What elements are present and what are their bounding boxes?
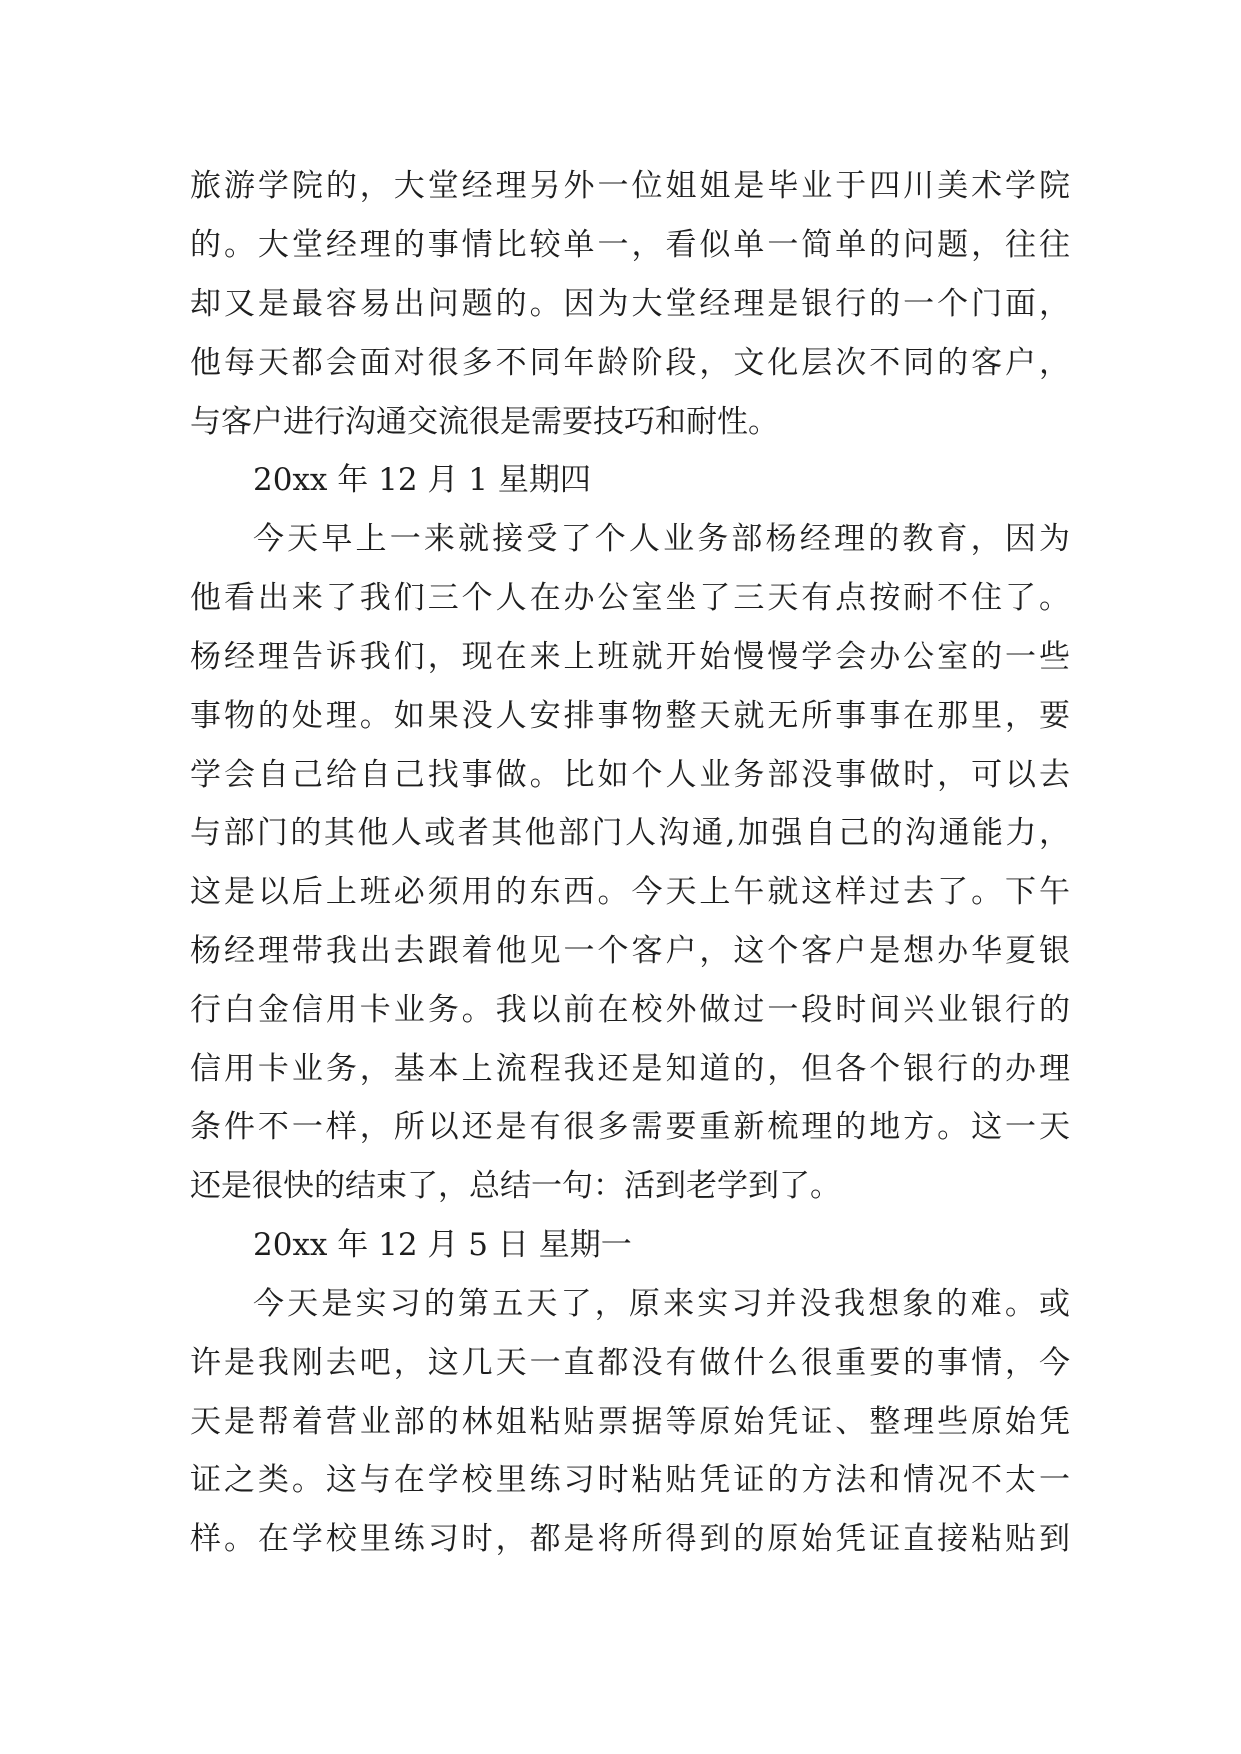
paragraph-3-line-2: 许是我刚去吧，这几天一直都没有做什么很重要的事情，今 — [190, 1345, 1070, 1381]
paragraph-2-line-9: 行白金信用卡业务。我以前在校外做过一段时间兴业银行的 — [190, 992, 1070, 1028]
paragraph-3-line-4: 证之类。这与在学校里练习时粘贴凭证的方法和情况不太一 — [190, 1462, 1070, 1498]
paragraph-2-line-8: 杨经理带我出去跟着他见一个客户，这个客户是想办华夏银 — [190, 933, 1070, 969]
paragraph-1-line-2: 的。大堂经理的事情比较单一，看似单一简单的问题，往往 — [190, 227, 1070, 263]
paragraph-1-line-1: 旅游学院的，大堂经理另外一位姐姐是毕业于四川美术学院 — [190, 168, 1070, 204]
paragraph-2-line-10: 信用卡业务，基本上流程我还是知道的，但各个银行的办理 — [190, 1051, 1070, 1087]
paragraph-2-line-2: 他看出来了我们三个人在办公室坐了三天有点按耐不住了。 — [190, 580, 1070, 616]
paragraph-1-line-5: 与客户进行沟通交流很是需要技巧和耐性。 — [190, 404, 779, 440]
entry-date-2: 20xx 年 12 月 5 日 星期一 — [253, 1227, 632, 1263]
paragraph-3-line-1: 今天是实习的第五天了，原来实习并没我想象的难。或 — [253, 1286, 1070, 1322]
paragraph-3-line-5: 样。在学校里练习时，都是将所得到的原始凭证直接粘贴到 — [190, 1521, 1070, 1557]
paragraph-2-line-4: 事物的处理。如果没人安排事物整天就无所事事在那里，要 — [190, 698, 1070, 734]
paragraph-1-line-4: 他每天都会面对很多不同年龄阶段，文化层次不同的客户， — [190, 345, 1070, 381]
paragraph-2-line-1: 今天早上一来就接受了个人业务部杨经理的教育，因为 — [253, 521, 1070, 557]
paragraph-2-line-7: 这是以后上班必须用的东西。今天上午就这样过去了。下午 — [190, 874, 1070, 910]
paragraph-2-line-11: 条件不一样，所以还是有很多需要重新梳理的地方。这一天 — [190, 1109, 1070, 1145]
entry-date-1: 20xx 年 12 月 1 星期四 — [253, 462, 591, 498]
paragraph-2-line-6: 与部门的其他人或者其他部门人沟通,加强自己的沟通能力， — [190, 815, 1070, 851]
paragraph-2-line-3: 杨经理告诉我们，现在来上班就开始慢慢学会办公室的一些 — [190, 639, 1070, 675]
paragraph-3-line-3: 天是帮着营业部的林姐粘贴票据等原始凭证、整理些原始凭 — [190, 1404, 1070, 1440]
paragraph-2-line-12: 还是很快的结束了，总结一句：活到老学到了。 — [190, 1168, 841, 1204]
paragraph-1-line-3: 却又是最容易出问题的。因为大堂经理是银行的一个门面， — [190, 286, 1070, 322]
paragraph-2-line-5: 学会自己给自己找事做。比如个人业务部没事做时，可以去 — [190, 757, 1070, 793]
